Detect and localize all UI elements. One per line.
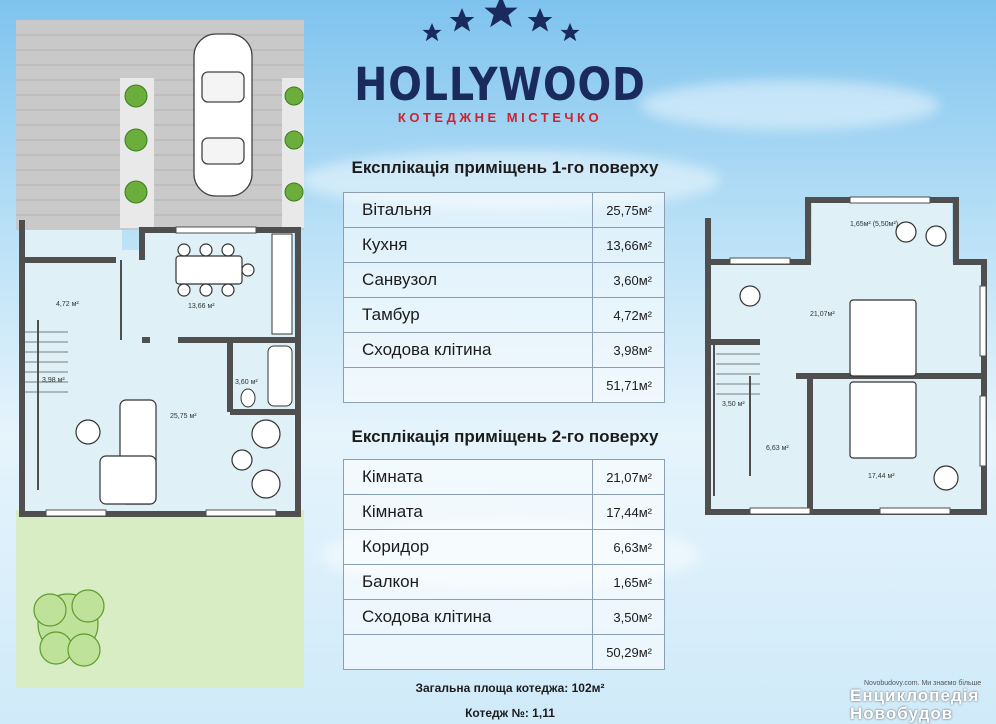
room-name: Санвузол <box>344 263 593 298</box>
room-name: Коридор <box>344 530 593 565</box>
floor2-table <box>343 459 665 670</box>
brand-subtitle: КОТЕДЖНЕ МІСТЕЧКО <box>397 110 603 125</box>
table-row <box>344 600 665 635</box>
watermark-line2: Новобудов <box>850 704 954 723</box>
room-area: 4,72м² <box>593 298 665 333</box>
table-row <box>344 530 665 565</box>
room-area: 3,60м² <box>593 263 665 298</box>
room-area: 13,66м² <box>593 228 665 263</box>
plan-label-stairs: 3,50 м² <box>722 401 745 408</box>
room-name: Сходова клітина <box>344 333 593 368</box>
watermark-tagline: Novobudovy.com. Ми знаємо більше <box>864 680 982 687</box>
room-area: 17,44м² <box>593 495 665 530</box>
room-name: Тамбур <box>344 298 593 333</box>
plan-label-stairs: 3,98 м² <box>42 377 65 384</box>
paving-area <box>16 20 304 230</box>
room-area: 3,98м² <box>593 333 665 368</box>
plan-label-kitchen: 13,66 м² <box>188 303 215 310</box>
table-row <box>344 565 665 600</box>
room-area: 21,07м² <box>593 460 665 495</box>
cottage-number: Котедж №: 1,11 <box>465 706 555 720</box>
table-row <box>344 298 665 333</box>
watermark <box>826 680 996 724</box>
total-label-cell <box>344 368 593 403</box>
room-area: 3,50м² <box>593 600 665 635</box>
total-row <box>344 635 665 670</box>
table-row <box>344 495 665 530</box>
plan-label-room1: 21,07м² <box>810 311 835 318</box>
floor1-title: Експлікація приміщень 1-го поверху <box>351 158 659 177</box>
plan-label-corridor: 6,63 м² <box>766 445 789 452</box>
room-name: Кімната <box>344 495 593 530</box>
table-row <box>344 228 665 263</box>
kitchen-counter-icon <box>272 234 292 334</box>
plan-label-hall: 4,72 м² <box>56 301 79 308</box>
room-name: Сходова клітина <box>344 600 593 635</box>
total-area-value: 50,29м² <box>593 635 665 670</box>
room-area: 1,65м² <box>593 565 665 600</box>
plan-label-balcony: 1,65м² (5,50м²) <box>850 221 899 228</box>
plan-label-living: 25,75 м² <box>170 413 197 420</box>
tree-icon <box>34 590 104 666</box>
watermark-line1: Енциклопедія <box>850 686 980 705</box>
room-area: 25,75м² <box>593 193 665 228</box>
total-area: Загальна площа котеджа: 102м² <box>415 681 605 695</box>
table-row <box>344 193 665 228</box>
floor1-table <box>343 192 665 403</box>
floor2-title: Експлікація приміщень 2-го поверху <box>351 427 659 446</box>
cloud-decoration <box>640 80 940 130</box>
plan-label-room2: 17,44 м² <box>868 473 895 480</box>
stars-icon <box>418 0 584 50</box>
room-name: Балкон <box>344 565 593 600</box>
total-label-cell <box>344 635 593 670</box>
table-row <box>344 333 665 368</box>
total-row <box>344 368 665 403</box>
car-icon <box>194 34 252 196</box>
room-area: 6,63м² <box>593 530 665 565</box>
floor1-plan <box>16 20 306 688</box>
brand-title: HOLLYWOOD <box>354 58 646 111</box>
room-name: Вітальня <box>344 193 593 228</box>
room-name: Кухня <box>344 228 593 263</box>
total-area-value: 51,71м² <box>593 368 665 403</box>
room-name: Кімната <box>344 460 593 495</box>
plan-label-bath: 3,60 м² <box>235 379 258 386</box>
floor2-plan <box>700 196 990 526</box>
table-row <box>344 460 665 495</box>
table-row <box>344 263 665 298</box>
